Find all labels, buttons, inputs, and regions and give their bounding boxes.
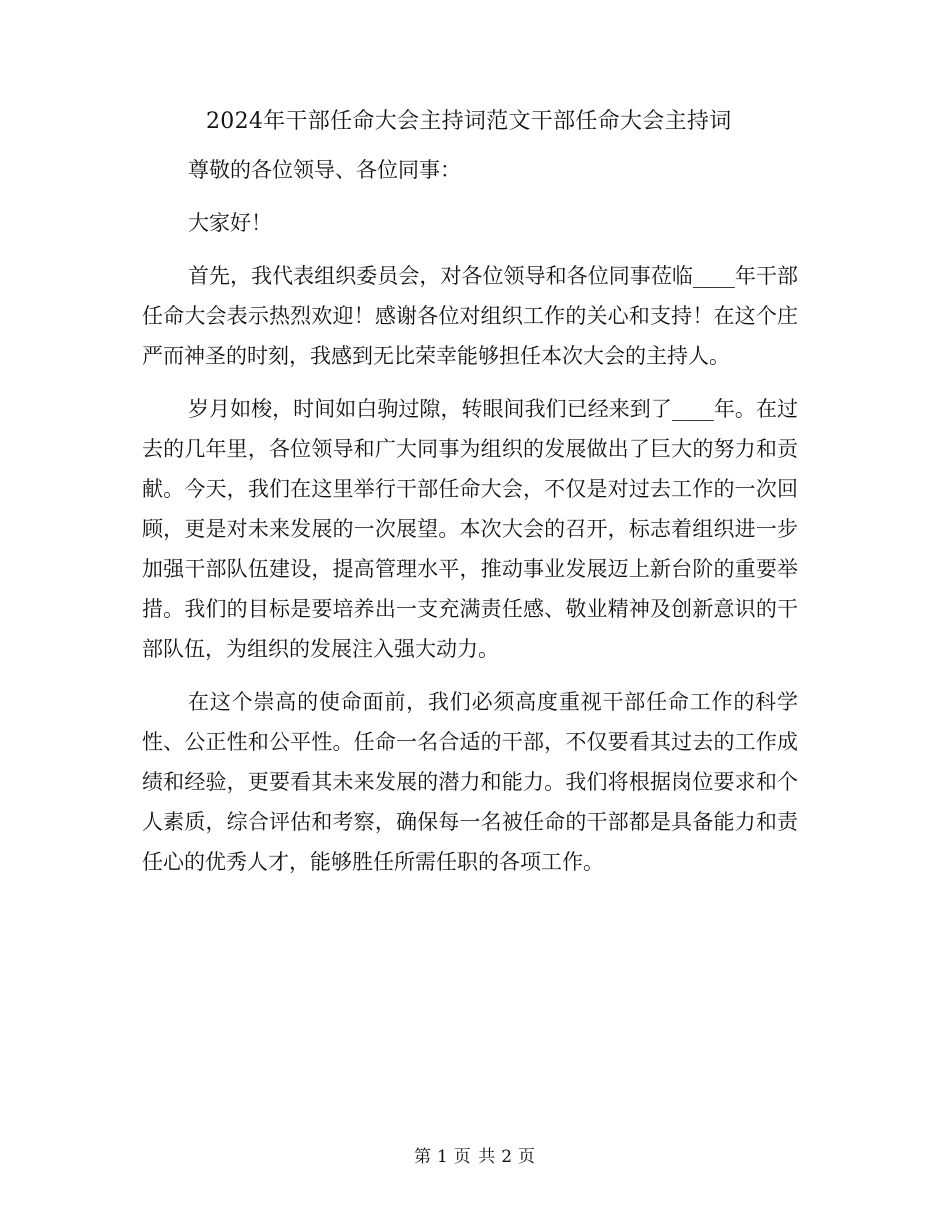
footer-mid: 页 共 <box>453 1147 497 1167</box>
footer-suffix: 页 <box>518 1147 537 1167</box>
greeting-paragraph: 大家好！ <box>188 211 272 235</box>
footer-current-page: 1 <box>436 1147 449 1167</box>
principles-paragraph: 在这个崇高的使命面前，我们必须高度重视干部任命工作的科学性、公正性和公平性。任命一名合适的干部，不仅要看其过去的工作成绩和经验，更要看其未来发展的潜力和能力。我们将根据岗位要求和个人素质，综合评估和考察，确保每一名被任命的干部都是具备能力和责任心的优秀人才，能够胜任所需任职的各项工作。 <box>142 690 798 874</box>
welcome-paragraph: 首先，我代表组织委员会，对各位领导和各位同事莅临____年干部任命大会表示热烈欢迎！感谢各位对组织工作的关心和支持！在这个庄严而神圣的时刻，我感到无比荣幸能够担任本次大会的主持人。 <box>142 264 798 368</box>
document-title: 2024年干部任命大会主持词范文干部任命大会主持词 <box>206 109 732 134</box>
page-footer <box>0 1143 950 1171</box>
background-paragraph: 岁月如梭，时间如白驹过隙，转眼间我们已经来到了____年。在过去的几年里，各位领导和广大同事为组织的发展做出了巨大的努力和贡献。今天，我们在这里举行干部任命大会，不仅是对过去工作的一次回顾，更是对未来发展的一次展望。本次大会的召开，标志着组织进一步加强干部队伍建设，提高管理水平，推动事业发展迈上新台阶的重要举措。我们的目标是要培养出一支充满责任感、敬业精神及创新意识的干部队伍，为组织的发展注入强大动力。 <box>142 397 798 661</box>
footer-total-pages: 2 <box>501 1147 514 1167</box>
document-body <box>142 150 798 895</box>
footer-prefix: 第 <box>413 1147 432 1167</box>
salutation-paragraph: 尊敬的各位领导、各位同事： <box>188 158 461 182</box>
